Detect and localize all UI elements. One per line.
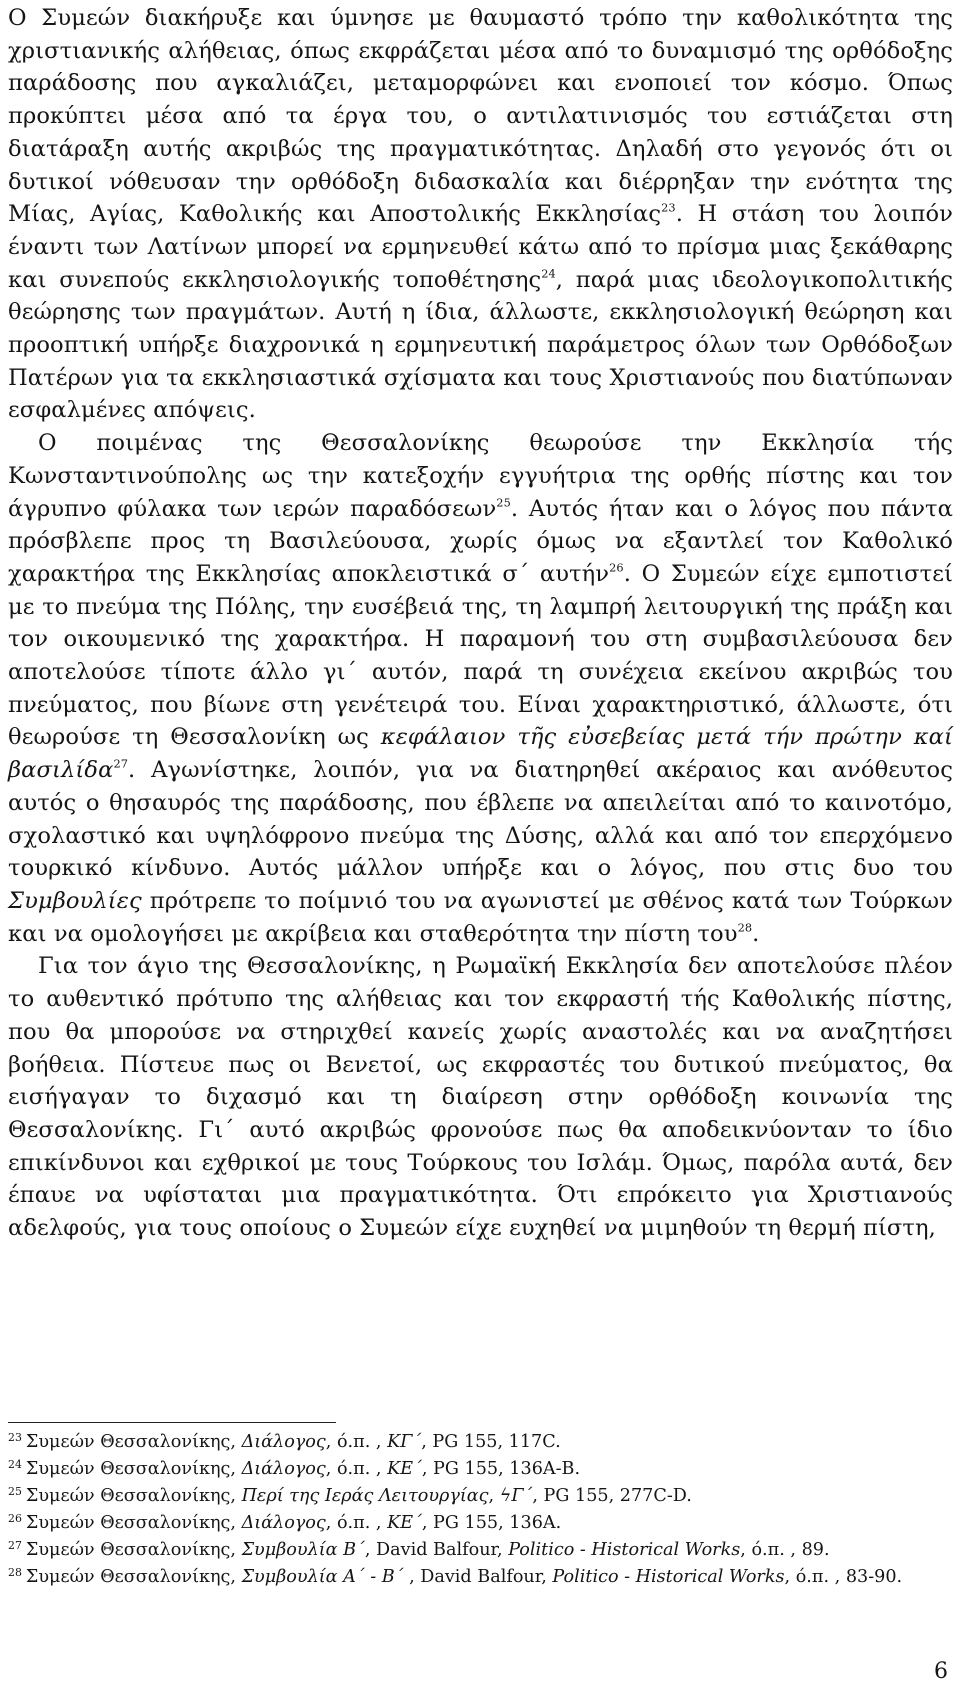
footnote-ref[interactable]: 24 [541, 267, 556, 281]
text-run: Ο Συμεών διακήρυξε και ύμνησε με θαυμαστό τρόπο την καθολικότητα της χριστιανικής αλήθειας, όπως εκφράζεται μέσα από το δυναμισμό της ορθόδοξης παράδοσης που αγκαλιάζει, μεταμορφώνει και ενοποιεί τον κόσμο. Όπως προκύπτει μέσα από τα έργα του, ο αντιλατινισμός του εστιάζεται στη διατάραξη αυτής ακριβώς της πραγματικότητας. Δηλαδή στο γεγονός ότι οι δυτικοί νόθευσαν την ορθόδοξη διδασκαλία και διέρρηξαν την ενότητα της Μίας, Αγίας, Καθολικής και Αποστολικής Εκκλησίας [8, 5, 953, 228]
footnote-italic: Διάλογος [241, 1513, 326, 1533]
footnote-text: , ό.π. , 89. [740, 1540, 830, 1560]
footnote-text: Συμεών Θεσσαλονίκης, [25, 1540, 242, 1560]
footnote [8, 1483, 953, 1510]
text-run: . Αυτός ήταν και ο λόγος που πάντα πρόσβλεπε προς τη Βασιλεύουσα, χωρίς όμως να εξαντλεί τον Καθολικό χαρακτήρα της Εκκλησίας αποκλειστικά σ΄ αυτήν [8, 495, 953, 587]
footnote-text: , David Balfour, [403, 1567, 553, 1587]
footnote-ref[interactable]: 28 [737, 921, 753, 935]
footnote-text: , ό.π. , [325, 1459, 388, 1479]
page-number: 6 [934, 1659, 948, 1684]
footnote-number: 28 [8, 1566, 22, 1579]
body-text [8, 2, 953, 1245]
paragraph [8, 427, 953, 950]
footnote-text: Συμεών Θεσσαλονίκης, [25, 1486, 242, 1506]
footnote-text: , David Balfour, [364, 1540, 509, 1560]
footnote-ref[interactable]: 26 [609, 561, 624, 575]
italic-quote: κεφάλαιον τῆς εὐσεβείας μετά τήν πρώτην καί βασιλίδα [8, 724, 953, 784]
footnote-separator [8, 1422, 336, 1423]
footnote-italic: Politico - Historical Works [552, 1567, 785, 1587]
text-run: πρότρεπε το ποίμνιό του να αγωνιστεί με σθένος κατά των Τούρκων και να ομολογήσει με ακρίβεια και σταθερότητα την πίστη του [8, 887, 953, 947]
footnote-italic: Politico - Historical Works [508, 1540, 741, 1560]
footnote-italic: ΚΕ΄ [387, 1513, 422, 1533]
footnote [8, 1456, 953, 1483]
footnote-number: 26 [8, 1512, 22, 1525]
footnote-ref[interactable]: 23 [661, 201, 676, 215]
footnote-text: , PG 155, 136A. [421, 1513, 562, 1533]
footnote-italic: Συμβουλία Α΄ - Β΄ [241, 1567, 404, 1587]
text-run: Για τον άγιο της Θεσσαλονίκης, η Ρωμαϊκή Εκκλησία δεν αποτελούσε πλέον το αυθεντικό πρότυπο της αλήθειας και τον εκφραστή τής Καθολικής πίστης, που θα μπορούσε να στηριχθεί κανείς χωρίς αναστολές και να αναζητήσει βοήθεια. Πίστευε πως οι Βενετοί, ως εκφραστές του δυτικού πνεύματος, θα εισήγαγαν το διχασμό και τη διαίρεση στην ορθόδοξη κοινωνία της Θεσσαλονίκης. Γι΄ αυτό ακριβώς φρονούσε πως θα αποδεικνύονταν το ίδιο επικίνδυνοι και εχθρικοί με τους Τούρκους του Ισλάμ. Όμως, παρόλα αυτά, δεν έπαυε να υφίσταται μια πραγματικότητα. Ότι επρόκειτο για Χριστιανούς αδελφούς, για τους οποίους ο Συμεών είχε ευχηθεί να μιμηθούν τη θερμή πίστη, [8, 953, 953, 1242]
footnote-text: Συμεών Θεσσαλονίκης, [25, 1432, 242, 1452]
footnote [8, 1510, 953, 1537]
footnotes [8, 1429, 953, 1591]
footnote-number: 25 [8, 1485, 22, 1498]
footnote-italic: ΚΓ΄ [387, 1432, 422, 1452]
footnote-text: , PG 155, 136Α-Β. [421, 1459, 581, 1479]
footnote-number: 23 [8, 1431, 22, 1444]
text-run: Ο ποιμένας της Θεσσαλονίκης θεωρούσε την Εκκλησία τής Κωνσταντινούπολης ως την κατεξοχήν εγγυήτρια της ορθής πίστης και τον άγρυπνο φύλακα των ιερών παραδόσεων [8, 430, 953, 522]
footnote-italic: Διάλογος [241, 1459, 326, 1479]
footnote-text: , [488, 1486, 500, 1506]
footnote-text: , ό.π. , [325, 1513, 388, 1533]
footnote-text: Συμεών Θεσσαλονίκης, [25, 1513, 242, 1533]
text-run: . Αγωνίστηκε, λοιπόν, για να διατηρηθεί ακέραιος και ανόθευτος αυτός ο θησαυρός της παράδοσης, που έβλεπε να απειλείται από το καινοτόμο, σχολαστικό και υψηλόφρονο πνεύμα της Δύσης, αλλά και από τον επερχόμενο τουρκικό κίνδυνο. Αυτός μάλλον υπήρξε και ο λόγος, που στις δυο του [8, 757, 953, 882]
footnote-ref[interactable]: 25 [496, 495, 511, 509]
footnote-text: , ό.π. , 83-90. [784, 1567, 903, 1587]
paragraph [8, 950, 953, 1244]
footnote-number: 27 [8, 1539, 22, 1552]
footnote [8, 1429, 953, 1456]
footnote-italic: ϟΓ΄ [499, 1486, 533, 1506]
footnote-text: Συμεών Θεσσαλονίκης, [25, 1567, 242, 1587]
paragraph [8, 2, 953, 427]
footnote-italic: Διάλογος [241, 1432, 326, 1452]
text-run: , παρά μιας ιδεολογικοπολιτικής θεώρησης των πραγμάτων. Αυτή η ίδια, άλλωστε, εκκλησιολογική θεώρηση και προοπτική υπήρξε διαχρονικά η ερμηνευτική παράμετρος όλων των Ορθόδοξων Πατέρων για τα εκκλησιαστικά σχίσματα και τους Χριστιανούς που διατύπωναν εσφαλμένες απόψεις. [8, 266, 953, 424]
italic-title: Συμβουλίες [8, 887, 142, 914]
text-run: . Ο Συμεών είχε εμποτιστεί με το πνεύμα της Πόλης, την ευσέβειά της, τη λαμπρή λειτουργική της πράξη και τον οικουμενικό της χαρακτήρα. Η παραμονή του στη συμβασιλεύουσα δεν αποτελούσε τίποτε άλλο γι΄ αυτόν, παρά τη συνέχεια εκείνου ακριβώς του πνεύματος, που βίωνε στη γενέτειρά του. Είναι χαρακτηριστικό, άλλωστε, ότι θεωρούσε τη Θεσσαλονίκη ως [8, 560, 953, 751]
footnote-text: Συμεών Θεσσαλονίκης, [25, 1459, 242, 1479]
footnote-text: , PG 155, 277C-D. [532, 1486, 692, 1506]
footnote-text: , ό.π. , [325, 1432, 388, 1452]
text-run: . [752, 920, 760, 947]
footnote-italic: Συμβουλία Β΄ [241, 1540, 365, 1560]
footnote-italic: Περί της Ιεράς Λειτουργίας [241, 1486, 489, 1506]
footnote-number: 24 [8, 1458, 22, 1471]
footnote [8, 1564, 953, 1591]
footnote [8, 1537, 953, 1564]
footnote-italic: ΚΕ΄ [387, 1459, 422, 1479]
footnote-ref[interactable]: 27 [113, 757, 129, 771]
footnote-text: , PG 155, 117C. [421, 1432, 561, 1452]
text-run: . Η στάση του λοιπόν έναντι των Λατίνων μπορεί να ερμηνευθεί κάτω από το πρίσμα μιας ξεκάθαρης και συνεπούς εκκλησιολογικής τοποθέτησης [8, 201, 953, 293]
